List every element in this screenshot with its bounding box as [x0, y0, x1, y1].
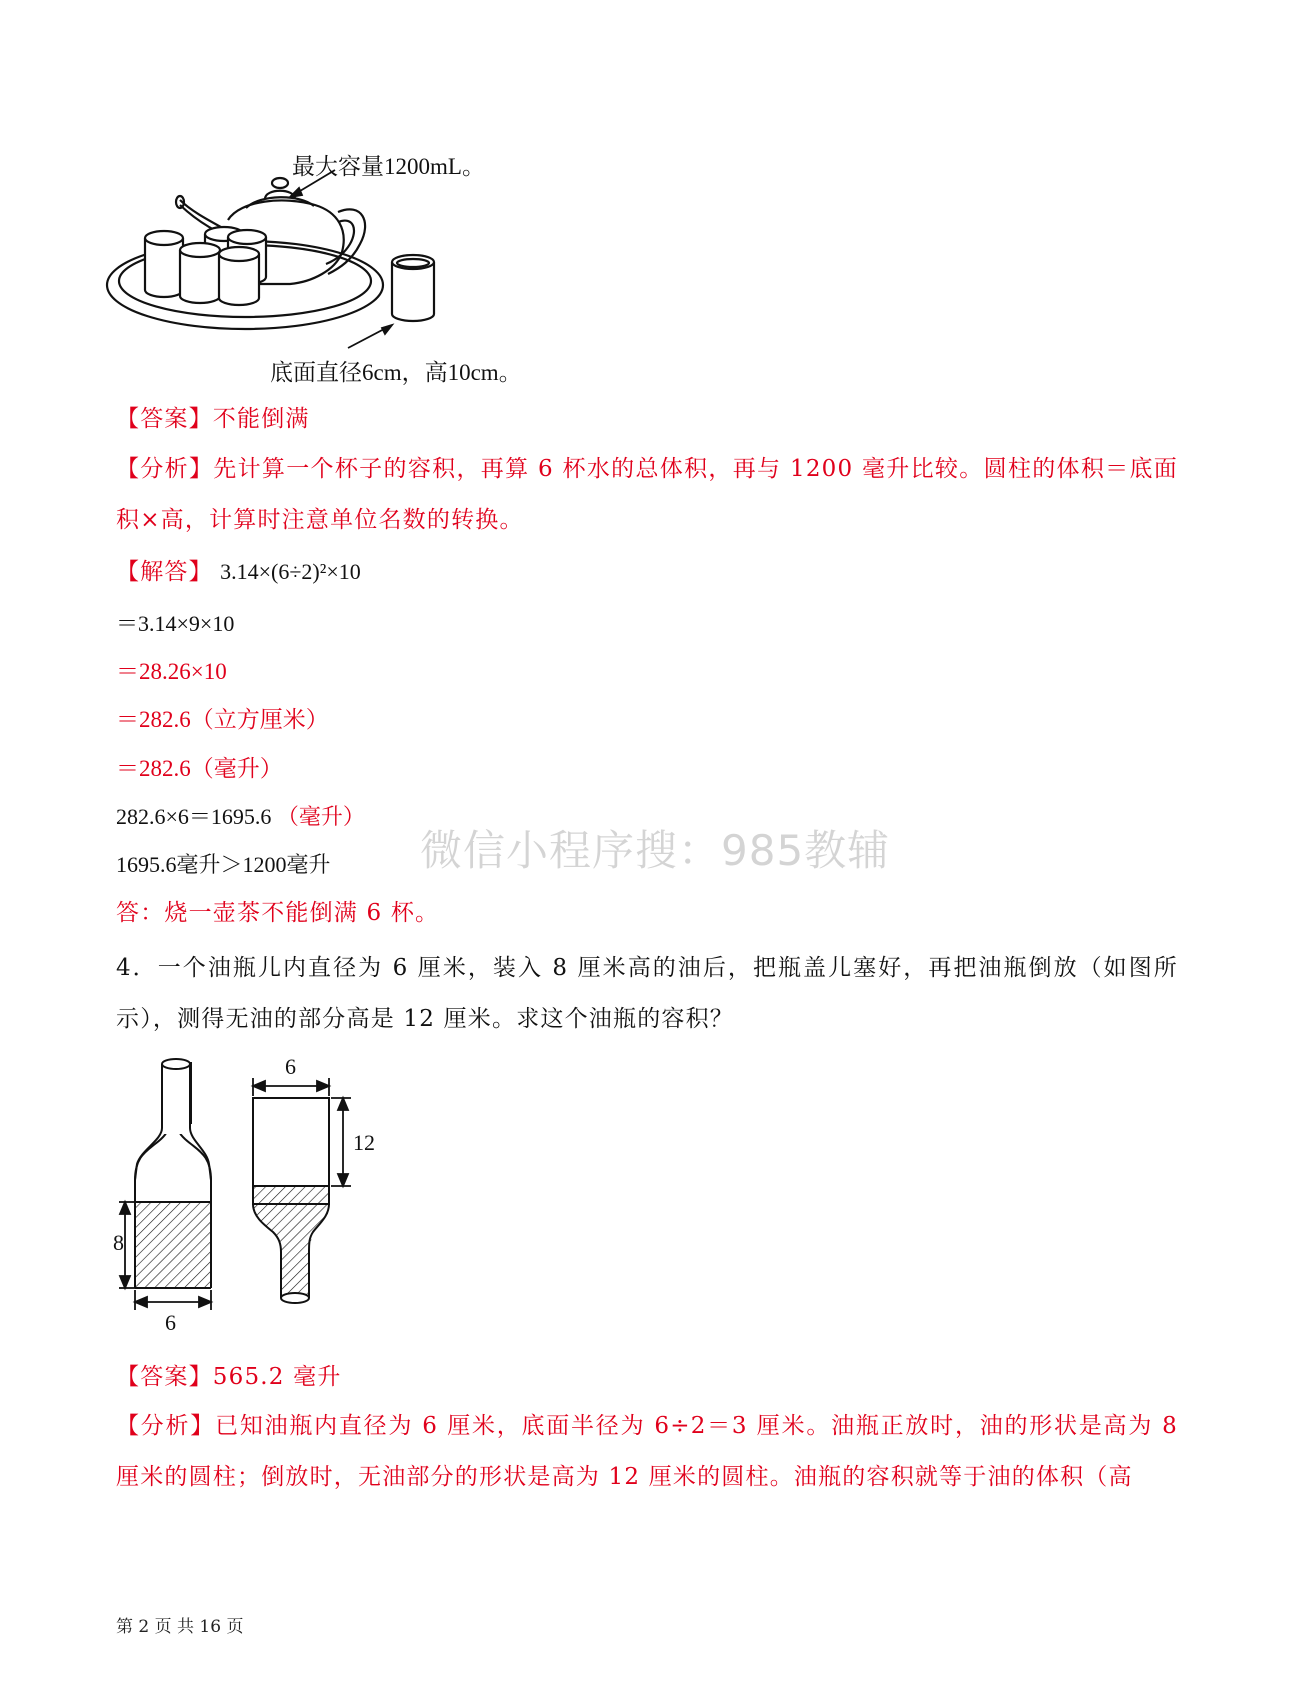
upright-width-label: 6: [165, 1310, 176, 1335]
q4-question: 4．一个油瓶儿内直径为 6 厘米，装入 8 厘米高的油后，把瓶盖儿塞好，再把油瓶倒放（如图所示），测得无油的部分高是 12 厘米。求这个油瓶的容积？: [116, 955, 1178, 1032]
single-cup-drawing: [340, 250, 460, 360]
calc-step-3: ＝282.6（立方厘米）: [116, 707, 329, 732]
watermark-text: 微信小程序搜：985教辅: [420, 826, 891, 875]
cup-dimension-label: 底面直径6cm，高10cm。: [270, 360, 522, 385]
oil-bottle-figure: [105, 1040, 405, 1335]
q3-solution-line: [116, 557, 361, 587]
inverted-bottle: [253, 1098, 329, 1303]
q3-answer: 【答案】不能倒满: [116, 406, 310, 432]
q3-analysis: 【分析】先计算一个杯子的容积，再算 6 杯水的总体积，再与 1200 毫升比较。圆柱的体积＝底面积×高，计算时注意单位名数的转换。: [116, 456, 1178, 533]
inverted-height-label: 12: [353, 1130, 375, 1155]
page-number: 第 2 页 共 16 页: [116, 1617, 244, 1637]
solution-expression: 3.14×(6÷2)²×10: [220, 559, 361, 584]
teapot-capacity-label: 最大容量1200mL。: [292, 154, 485, 179]
calc-step-2: ＝28.26×10: [116, 659, 227, 684]
calc-step-1: ＝3.14×9×10: [116, 611, 235, 636]
cup-figure: [340, 250, 460, 360]
q3-conclusion: 答：烧一壶茶不能倒满 6 杯。: [116, 900, 440, 926]
calc-step-5-unit: （毫升）: [276, 804, 365, 829]
oil-bottle-drawing: [105, 1040, 405, 1335]
calc-step-5: [116, 803, 365, 831]
calc-step-6: 1695.6毫升＞1200毫升: [116, 852, 331, 877]
q4-answer: 【答案】565.2 毫升: [116, 1364, 342, 1390]
calc-step-4: ＝282.6（毫升）: [116, 756, 283, 781]
upright-height-label: 8: [113, 1230, 124, 1255]
q4-analysis: 【分析】已知油瓶内直径为 6 厘米，底面半径为 6÷2＝3 厘米。油瓶正放时，油的形状是高为 8 厘米的圆柱；倒放时，无油部分的形状是高为 12 厘米的圆柱。油瓶的容积就等于油的体积（高: [116, 1413, 1178, 1490]
inverted-width-label: 6: [285, 1054, 296, 1079]
solution-tag: 【解答】: [116, 559, 213, 585]
calc-step-5-expression: 282.6×6＝1695.6: [116, 804, 272, 829]
